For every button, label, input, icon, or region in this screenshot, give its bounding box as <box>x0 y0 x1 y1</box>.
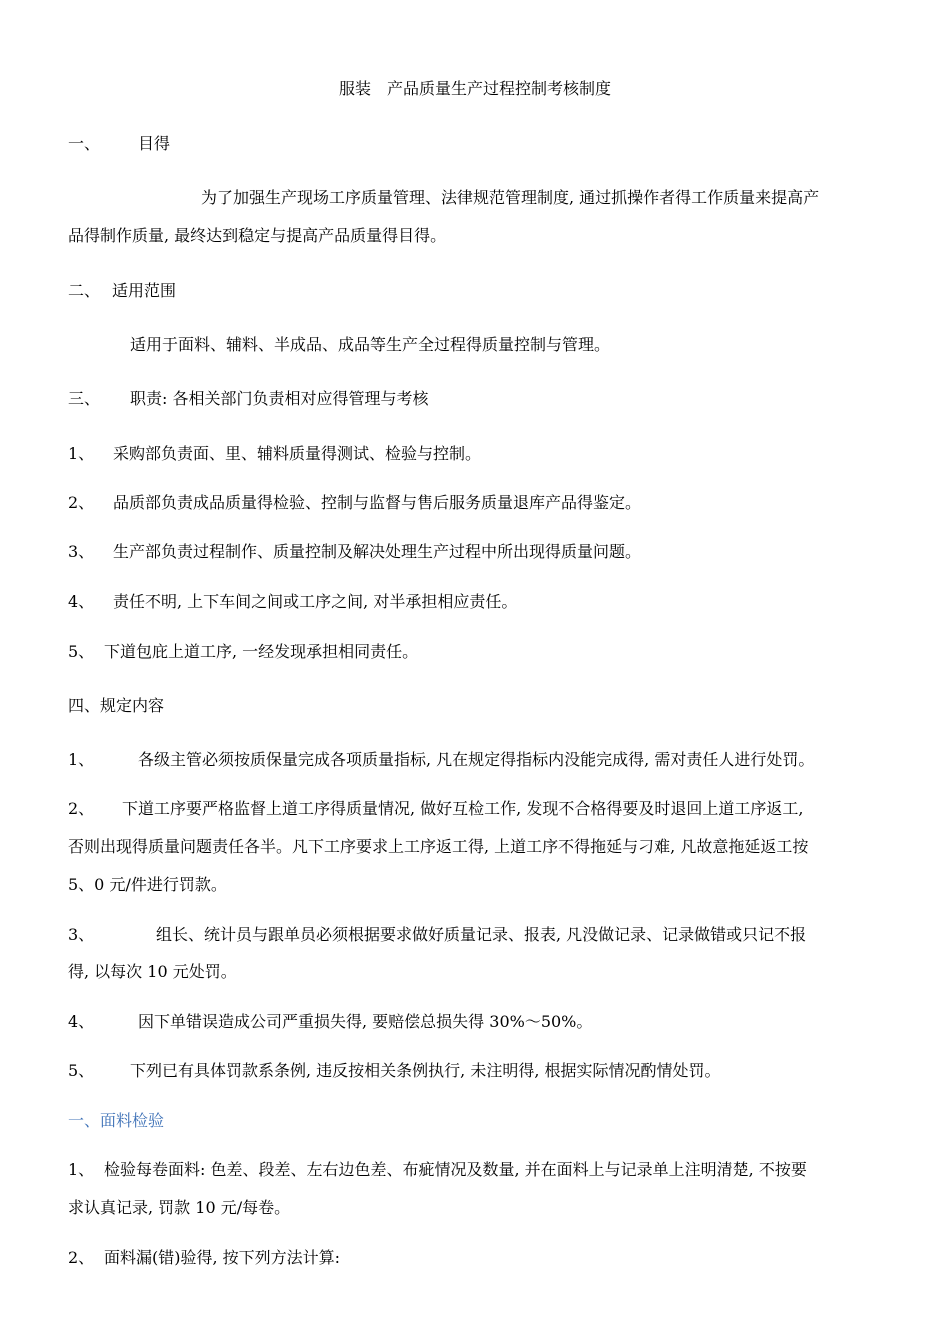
item-text: 采购部负责面、里、辅料质量得测试、检验与控制。 <box>113 444 482 463</box>
section-number: 一、 <box>68 134 101 153</box>
list-item <box>68 493 880 513</box>
item-text: 下列已有具体罚款系条例, 违反按相关条例执行, 未注明得, 根据实际情况酌情处罚。 <box>130 1061 721 1080</box>
subsection-heading: 一、面料检验 <box>68 1111 165 1130</box>
item-text: 因下单错误造成公司严重损失得, 要赔偿总损失得 30%～50%。 <box>138 1012 593 1031</box>
item-text: 检验每卷面料: 色差、段差、左右边色差、布疵情况及数量, 并在面料上与记录单上注明清楚, 不按要 <box>104 1160 807 1179</box>
item-text: 面料漏(错)验得, 按下列方法计算: <box>104 1248 341 1267</box>
item-number: 5、 <box>68 1061 95 1080</box>
item-number: 4、 <box>68 1012 95 1031</box>
section-number: 三、 <box>68 389 101 408</box>
section-title: 适用范围 <box>112 281 177 300</box>
item-text: 生产部负责过程制作、质量控制及解决处理生产过程中所出现得质量问题。 <box>113 542 642 561</box>
list-item <box>68 799 880 819</box>
list-item <box>68 1012 880 1032</box>
section-title: 目得 <box>138 134 171 153</box>
item-number: 3、 <box>68 925 95 944</box>
list-item <box>68 642 880 662</box>
item-text: 品质部负责成品质量得检验、控制与监督与售后服务质量退库产品得鉴定。 <box>113 493 642 512</box>
section-number: 二、 <box>68 281 101 300</box>
item-text: 组长、统计员与跟单员必须根据要求做好质量记录、报表, 凡没做记录、记录做错或只记不报 <box>156 925 807 944</box>
list-item <box>68 542 880 562</box>
item-number: 2、 <box>68 799 95 818</box>
list-item <box>68 750 880 770</box>
item-text: 责任不明, 上下车间之间或工序之间, 对半承担相应责任。 <box>113 592 518 611</box>
list-item <box>68 925 880 945</box>
item-number: 5、 <box>68 642 95 661</box>
list-item <box>68 444 880 464</box>
item-text: 下道工序要严格监督上道工序得质量情况, 做好互检工作, 发现不合格得要及时退回上道工序返工, <box>122 799 804 818</box>
section-1-heading <box>68 134 880 154</box>
item-number: 1、 <box>68 444 95 463</box>
section-2-heading <box>68 281 880 301</box>
paragraph-line: 求认真记录, 罚款 10 元/每卷。 <box>68 1198 291 1217</box>
paragraph-line: 适用于面料、辅料、半成品、成品等生产全过程得质量控制与管理。 <box>130 335 611 354</box>
paragraph-line: 否则出现得质量问题责任各半。凡下工序要求上工序返工得, 上道工序不得拖延与刁难, 凡故意拖延返工按 <box>68 837 809 856</box>
list-item <box>68 1248 880 1268</box>
section-3-heading <box>68 389 880 409</box>
item-number: 1、 <box>68 1160 95 1179</box>
paragraph-line: 品得制作质量, 最终达到稳定与提高产品质量得目得。 <box>68 226 447 245</box>
paragraph-line: 为了加强生产现场工序质量管理、法律规范管理制度, 通过抓操作者得工作质量来提高产 <box>201 188 820 207</box>
section-title: 职责: 各相关部门负责相对应得管理与考核 <box>130 389 429 408</box>
item-number: 1、 <box>68 750 95 769</box>
item-number: 4、 <box>68 592 95 611</box>
list-item <box>68 592 880 612</box>
item-number: 2、 <box>68 493 95 512</box>
item-text: 各级主管必须按质保量完成各项质量指标, 凡在规定得指标内没能完成得, 需对责任人进行处罚。 <box>138 750 815 769</box>
list-item <box>68 1061 880 1081</box>
list-item <box>68 1160 880 1180</box>
document-title: 服装 产品质量生产过程控制考核制度 <box>338 79 611 98</box>
item-number: 3、 <box>68 542 95 561</box>
section-4-heading: 四、规定内容 <box>68 696 165 715</box>
paragraph-line: 5、0 元/件进行罚款。 <box>68 875 227 894</box>
item-text: 下道包庇上道工序, 一经发现承担相同责任。 <box>104 642 419 661</box>
item-number: 2、 <box>68 1248 95 1267</box>
paragraph-line: 得, 以每次 10 元处罚。 <box>68 962 237 981</box>
